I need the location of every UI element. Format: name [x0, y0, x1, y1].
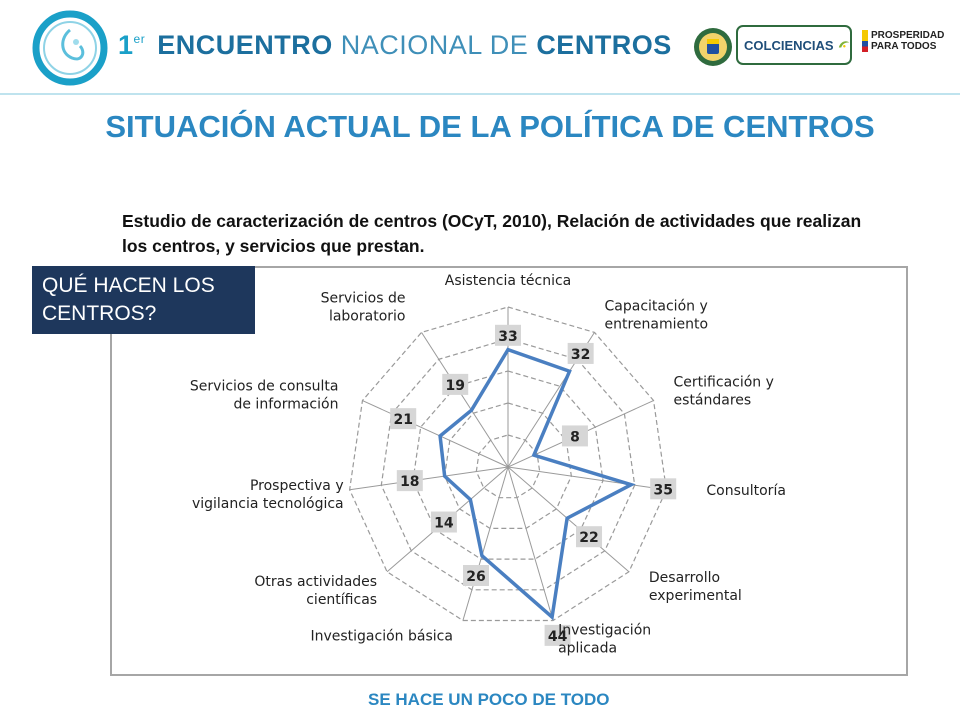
grid-spoke [463, 467, 508, 621]
event-word-centros: CENTROS [536, 30, 672, 60]
data-label: 22 [579, 530, 599, 547]
grid-spoke [350, 467, 508, 490]
slide-title: SITUACIÓN ACTUAL DE LA POLÍTICA DE CENTROS [105, 109, 875, 144]
partner-swoosh-icon [837, 35, 850, 55]
category-label: Capacitación y entrenamiento [604, 298, 709, 333]
data-label: 19 [445, 377, 465, 394]
data-label: 21 [393, 412, 413, 429]
partner-name: COLCIENCIAS [744, 37, 834, 53]
category-label: Investigación aplicada [558, 622, 652, 657]
chart-subtitle: Estudio de caracterización de centros (OCyT, 2010), Relación de actividades que realizan los centros, y servicios que prestan. [122, 211, 862, 256]
data-label: 33 [498, 328, 518, 345]
footer-text: SE HACE UN POCO DE TODO [368, 690, 610, 709]
category-label: Servicios de consulta de información [189, 378, 339, 413]
slogan-line-1: PROSPERIDAD [871, 30, 945, 41]
national-seal-icon [693, 27, 733, 67]
category-label: Investigación básica [310, 628, 453, 645]
category-label: Otras actividades científicas [254, 573, 378, 608]
category-label: Servicios de laboratorio [320, 290, 406, 325]
event-title [118, 30, 672, 61]
data-label: 35 [653, 482, 673, 499]
category-label: Desarrollo experimental [648, 569, 742, 604]
header-bar [0, 0, 960, 95]
category-label: Consultoría [706, 482, 786, 499]
data-label: 32 [570, 346, 591, 363]
data-label: 18 [400, 474, 420, 491]
category-label: Asistencia técnica [444, 273, 572, 289]
event-number: 1 [118, 30, 134, 60]
category-label: Certificación y estándares [673, 374, 774, 409]
event-word-encuentro: ENCUENTRO [157, 30, 333, 60]
flag-icon [862, 30, 868, 52]
data-label: 14 [434, 515, 454, 532]
data-label: 8 [570, 429, 580, 446]
event-word-nacional: NACIONAL DE [340, 30, 529, 60]
question-callout: QUÉ HACEN LOS CENTROS? [32, 266, 255, 334]
partner-logo [736, 25, 852, 65]
slogan-line-2: PARA TODOS [871, 41, 937, 52]
event-number-suffix: er [133, 32, 146, 46]
government-slogan [862, 30, 954, 52]
event-logo-icon [30, 8, 110, 88]
category-label: Prospectiva y vigilancia tecnológica [191, 477, 344, 512]
data-label: 44 [547, 628, 568, 645]
header-divider [0, 93, 960, 95]
data-label: 26 [466, 568, 486, 585]
